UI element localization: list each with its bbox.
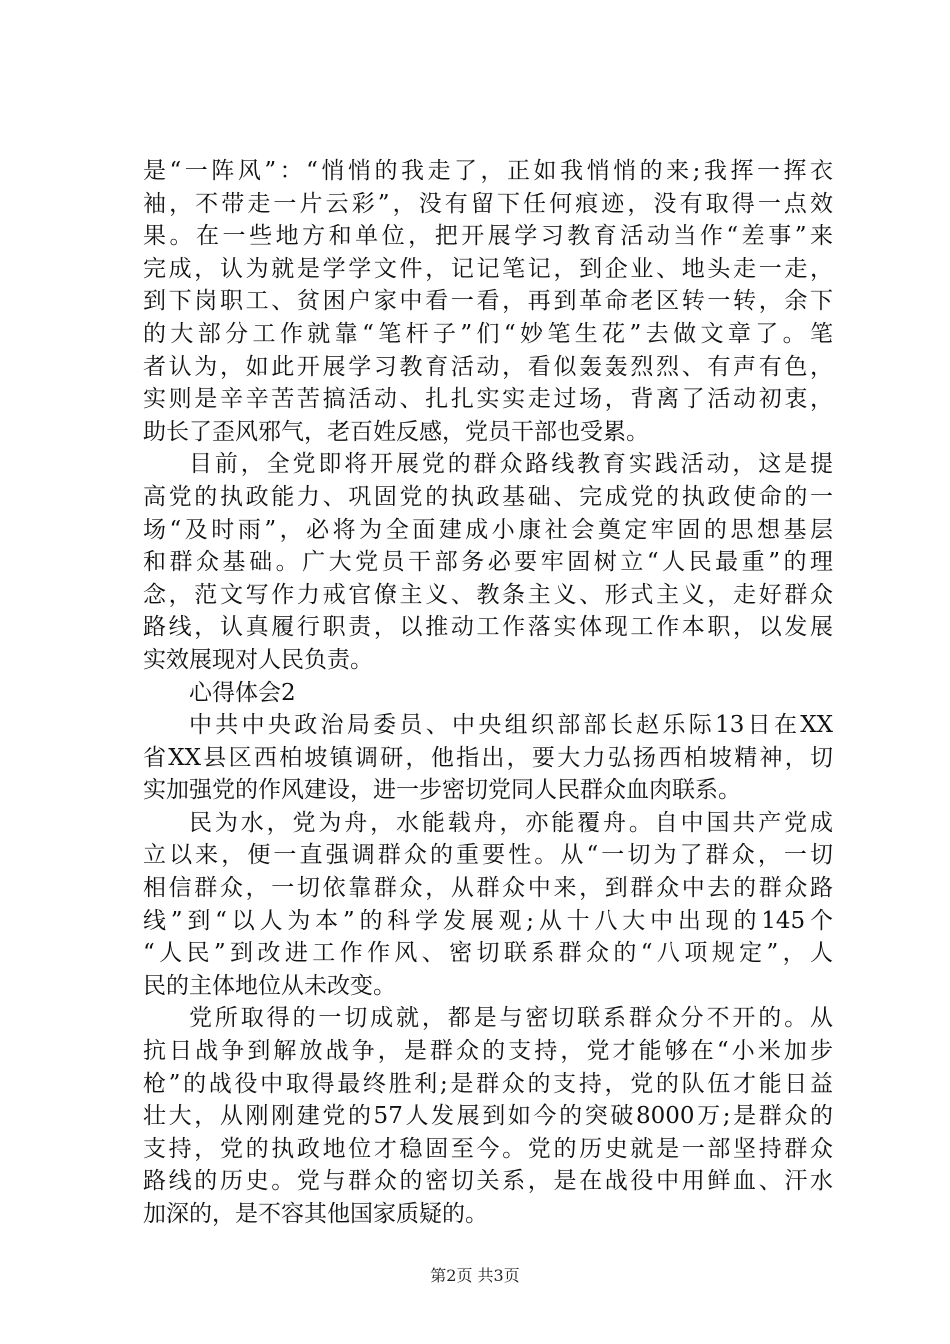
text-line: 者认为，如此开展学习教育活动，看似轰轰烈烈、有声有色，: [143, 353, 833, 380]
text-line: 高党的执政能力、巩固党的执政基础、完成党的执政使命的一: [143, 483, 833, 510]
text-line: “人民”到改进工作作风、密切联系群众的“八项规定”，人: [143, 940, 833, 967]
text-line: 省XX县区西柏坡镇调研，他指出，要大力弘扬西柏坡精神，切: [143, 744, 833, 771]
text-line: 助长了歪风邪气，老百姓反感，党员干部也受累。: [143, 418, 649, 445]
body-text: [143, 155, 833, 1231]
text-line: 民的主体地位从未改变。: [143, 972, 396, 999]
text-line: 果。在一些地方和单位，把开展学习教育活动当作“差事”来: [143, 223, 833, 250]
paragraph-start-line: 中共中央政治局委员、中央组织部部长赵乐际13日在XX: [189, 712, 833, 739]
paragraph-start-line: 目前，全党即将开展党的群众路线教育实践活动，这是提: [189, 451, 833, 478]
paragraph-start-line: 党所取得的一切成就，都是与密切联系群众分不开的。从: [189, 1005, 833, 1032]
text-line: 加深的，是不容其他国家质疑的。: [143, 1201, 488, 1227]
text-line: 相信群众，一切依靠群众，从群众中来，到群众中去的群众路: [143, 875, 833, 902]
text-line: 抗日战争到解放战争，是群众的支持，党才能够在“小米加步: [143, 1038, 833, 1065]
text-line: 支持，党的执政地位才稳固至今。党的历史就是一部坚持群众: [143, 1135, 833, 1162]
text-line: 枪”的战役中取得最终胜利;是群众的支持，党的队伍才能日益: [143, 1070, 833, 1097]
text-line: 线”到“以人为本”的科学发展观;从十八大中出现的145个: [143, 907, 833, 934]
text-line: 实则是辛辛苦苦搞活动、扎扎实实走过场，背离了活动初衷，: [143, 386, 833, 413]
text-line: 的大部分工作就靠“笔杆子”们“妙笔生花”去做文章了。笔: [143, 320, 833, 347]
text-line: 完成，认为就是学学文件，记记笔记，到企业、地头走一走，: [143, 255, 833, 282]
page-footer: 第2页 共3页: [430, 1266, 520, 1285]
text-line: 是“一阵风”：“悄悄的我走了，正如我悄悄的来;我挥一挥衣: [143, 158, 833, 184]
text-line: 袖，不带走一片云彩”，没有留下任何痕迹，没有取得一点效: [143, 190, 833, 217]
text-line: 场“及时雨”，必将为全面建成小康社会奠定牢固的思想基层: [143, 516, 833, 543]
text-line: 路线的历史。党与群众的密切关系，是在战役中用鲜血、汗水: [143, 1168, 833, 1195]
text-line: 立以来，便一直强调群众的重要性。从“一切为了群众，一切: [143, 842, 833, 869]
section-heading: 心得体会2: [189, 679, 296, 706]
text-line: 实加强党的作风建设，进一步密切党同人民群众血肉联系。: [143, 777, 741, 804]
text-line: 实效展现对人民负责。: [143, 646, 373, 673]
text-line: 路线，认真履行职责，以推动工作落实体现工作本职，以发展: [143, 614, 833, 641]
paragraph-start-line: 民为水，党为舟，水能载舟，亦能覆舟。自中国共产党成: [189, 809, 833, 836]
text-line: 念，范文写作力戒官僚主义、教条主义、形式主义，走好群众: [143, 581, 833, 608]
text-line: 和群众基础。广大党员干部务必要牢固树立“人民最重”的理: [143, 549, 833, 576]
text-line: 壮大，从刚刚建党的57人发展到如今的突破8000万;是群众的: [143, 1103, 833, 1130]
text-line: 到下岗职工、贫困户家中看一看，再到革命老区转一转，余下: [143, 288, 833, 315]
